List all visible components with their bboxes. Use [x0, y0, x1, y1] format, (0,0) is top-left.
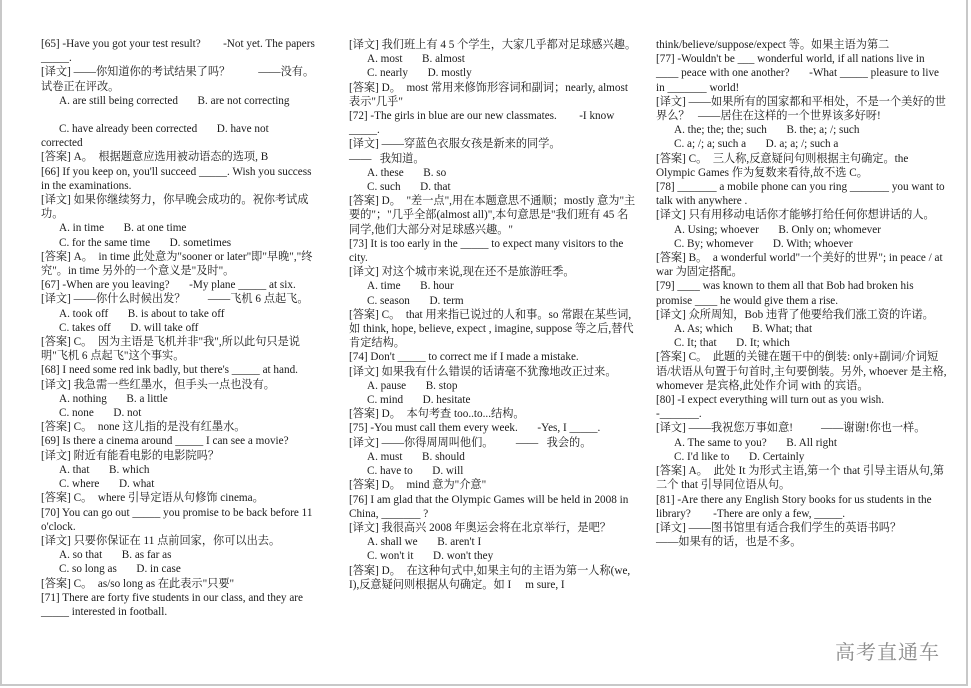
text-line: [答案] A。 根据题意应选用被动语态的选项, B	[41, 151, 269, 164]
answer-options: C. none D. not	[59, 407, 142, 420]
text-line: —— 我知道。	[349, 152, 425, 165]
text-line: [答案] B。 a wonderful world"一个美好的世界"; in peace / at war 为固定搭配。	[656, 252, 946, 279]
answer-options: C. won't it D. won't they	[367, 550, 494, 563]
text-line: [答案] A。 in time 此处意为"sooner or later"即"早晚","终究"。in time 另外的一个意义是"及时"。	[41, 250, 313, 278]
text-line: [译文] 附近有能看电影的电影院吗？	[41, 449, 220, 462]
text-line: [答案] D。 本句考查 too..to...结构。	[349, 408, 525, 421]
answer-options: A. these B. so	[367, 166, 447, 179]
text-line: [译文] ——图书馆里有适合我们学生的英语书吗？	[656, 521, 902, 534]
answer-options: C. season D. term	[367, 294, 464, 307]
text-line: [71] There are forty five students in our class, and they are _____ interested in football.	[41, 591, 306, 618]
answer-options: C. By; whomever D. With; whoever	[674, 237, 853, 250]
answer-options: A. shall we B. aren't I	[367, 536, 482, 549]
answer-options: A. As; which B. What; that	[674, 323, 813, 336]
text-line: [译文] 我们班上有 4 5 个学生，大家几乎都对足球感兴趣。	[349, 39, 637, 51]
text-line: [译文] 如果我有什么错误的话请毫不犹豫地改正过来。	[349, 365, 617, 378]
text-line: [答案] D。 "差一点",用在本题意思不通顺；mostly 意为"主要的"；"几乎全部(almost all)",本句意思是"我们班有 45 名同学,他们大部分对足球感兴趣。"	[349, 195, 636, 236]
answer-options: A. most B. almost	[367, 53, 465, 66]
blank-line	[41, 108, 321, 122]
answer-options: A. that B. which	[59, 463, 150, 476]
text-line: -_______.	[656, 408, 702, 421]
text-line: [69] Is there a cinema around _____ I can see a movie?	[41, 435, 289, 448]
text-line: [答案] D。 mind 意为"介意"	[349, 479, 487, 492]
text-line: [答案] D。 most 常用来修饰形容词和副词；nearly, almost 表示"几乎"	[349, 81, 631, 108]
text-line: [80] -I expect everything will turn out as you wish.	[656, 394, 885, 407]
answer-options: A. so that B. as far as	[59, 549, 172, 562]
text-line: [67] -When are you leaving? -My plane _____ at six.	[41, 279, 296, 292]
text-line: [译文] 只要你保证在 11 点前回家，你可以出去。	[41, 534, 281, 547]
column-3	[656, 38, 948, 549]
text-line: [答案] C。 三人称,反意疑问句则根据主句确定。the Olympic Games 作为复数来看待,故不选 C。	[656, 152, 912, 179]
text-line: [66] If you keep on, you'll succeed _____. Wish you success in the examinations.	[41, 165, 315, 192]
text-line: [译文] 对这个城市来说,现在还不是旅游旺季。	[349, 266, 575, 279]
text-line: [70] You can go out _____ you promise to be back before 11 o'clock.	[41, 506, 316, 533]
answer-options: C. mind D. hesitate	[367, 394, 471, 407]
text-line: [答案] C。 where 引导定语从句修饰 cinema。	[41, 492, 264, 505]
answer-options: A. nothing B. a little	[59, 392, 168, 405]
text-line: [译文] ——如果所有的国家都和平相处，不是一个美好的世界么？ ——居住在这样的一个世界该多好呀!	[656, 95, 946, 123]
answer-options: C. takes off D. will take off	[59, 321, 199, 334]
text-line: corrected	[41, 137, 83, 150]
text-line: [译文] ——你什么时候出发？ ——飞机 6 点起飞。	[41, 293, 309, 306]
answer-options: C. where D. what	[59, 478, 155, 491]
text-line: [65] -Have you got your test result? -Not yet. The papers _____.	[41, 38, 318, 65]
text-line: [81] -Are there any English Story books for us students in the library? -There are only a few, _____.	[656, 493, 935, 520]
answer-options: C. a; /; a; such a D. a; a; /; such a	[674, 138, 839, 151]
text-line: [75] -You must call them every week. -Yes, I _____.	[349, 422, 601, 435]
text-line: [79] ____ was known to them all that Bob had broken his promise ____ he would give them a rise.	[656, 280, 917, 307]
answer-options: A. took off B. is about to take off	[59, 307, 225, 320]
text-line: [译文] 众所周知，Bob 违背了他要给我们涨工资的许诺。	[656, 308, 934, 321]
answer-options: C. so long as D. in case	[59, 563, 181, 576]
text-line: [答案] C。 that 用来指已说过的人和事。so 常跟在某些词,如 think, hope, believe, expect , imagine, suppose 等之后,替代肯定结构。	[349, 308, 634, 350]
text-line: [答案] C。 因为主语是飞机并非"我",所以此句只是说明"飞机 6 点起飞"这个事实。	[41, 336, 300, 363]
answer-options: A. Using; whoever B. Only on; whomever	[674, 223, 881, 236]
answer-options: C. have to D. will	[367, 465, 464, 478]
text-line: [74] Don't _____ to correct me if I made a mistake.	[349, 351, 579, 364]
text-line: [译文] 我急需一些红墨水，但手头一点也没有。	[41, 378, 275, 391]
watermark: 高考直通车	[835, 640, 940, 664]
answer-options: A. in time B. at one time	[59, 222, 187, 235]
text-line: [译文] ——你知道你的考试结果了吗？ ——没有。试卷正在评改。	[41, 66, 315, 93]
answer-options: A. The same to you? B. All right	[674, 436, 837, 449]
text-line: [73] It is too early in the _____ to expect many visitors to the city.	[349, 237, 627, 265]
text-line: [译文] 我很高兴 2008 年奥运会将在北京举行，是吧？	[349, 521, 611, 534]
text-line: [答案] C。 none 这儿指的是没有红墨水。	[41, 421, 246, 434]
text-line: [译文] ——我祝您万事如意! ——谢谢!你也一样。	[656, 422, 926, 435]
text-line: think/believe/suppose/expect 等。如果主语为第二	[656, 39, 890, 51]
text-line: [译文] 如果你继续努力，你早晚会成功的。祝你考试成功。	[41, 194, 309, 221]
text-line: [72] -The girls in blue are our new classmates. -I know _____.	[349, 110, 618, 137]
text-line: [译文] ——你得周周叫他们。 —— 我会的。	[349, 436, 592, 449]
text-line: [答案] C。 as/so long as 在此表示"只要"	[41, 577, 235, 590]
answer-options: A. are still being corrected B. are not correcting	[59, 94, 290, 107]
answer-options: C. have already been corrected D. have not	[59, 123, 269, 136]
text-line: [答案] A。 此处 It 为形式主语,第一个 that 引导主语从句,第二个 that 引导同位语从句。	[656, 465, 945, 492]
column-1	[41, 37, 321, 619]
text-line: ——如果有的话，也是不多。	[656, 536, 802, 549]
text-line: [76] I am glad that the Olympic Games will be held in 2008 in China, _______ ?	[349, 493, 632, 520]
text-line: [译文] ——穿蓝色衣服女孩是新来的同学。	[349, 138, 561, 151]
text-line: [78] _______ a mobile phone can you ring _______ you want to talk with anywhere .	[656, 181, 948, 208]
answer-options: A. the; the; the; such B. the; a; /; such	[674, 124, 860, 137]
answer-options: C. for the same time D. sometimes	[59, 236, 232, 249]
answer-options: A. pause B. stop	[367, 379, 458, 392]
text-line: [77] -Wouldn't be ___ wonderful world, if all nations live in ____ peace with one another? -What _____ pleasure to live in _______ world!	[656, 53, 942, 94]
text-line: [答案] D。 在这种句式中,如果主句的主语为第一人称(we, I),反意疑问则根据从句确定。如 I m sure, I	[349, 564, 634, 591]
answer-options: C. nearly D. mostly	[367, 67, 472, 80]
answer-options: A. time B. hour	[367, 280, 454, 293]
answer-options: C. I'd like to D. Certainly	[674, 450, 805, 463]
answer-options: C. such D. that	[367, 181, 451, 194]
text-line: [68] I need some red ink badly, but there's _____ at hand.	[41, 364, 298, 377]
text-line: [译文] 只有用移动电话你才能够打给任何你想讲话的人。	[656, 209, 935, 222]
answer-options: C. It; that D. It; which	[674, 337, 790, 350]
answer-options: A. must B. should	[367, 450, 465, 463]
text-line: [答案] C。 此题的关键在题干中的倒装: only+副词/介词短语/状语从句置于句首时,主句要倒装。另外, whoever 是主格, whomever 是宾格,此处作介词 with 的宾语。	[656, 351, 950, 392]
column-2	[349, 38, 639, 592]
